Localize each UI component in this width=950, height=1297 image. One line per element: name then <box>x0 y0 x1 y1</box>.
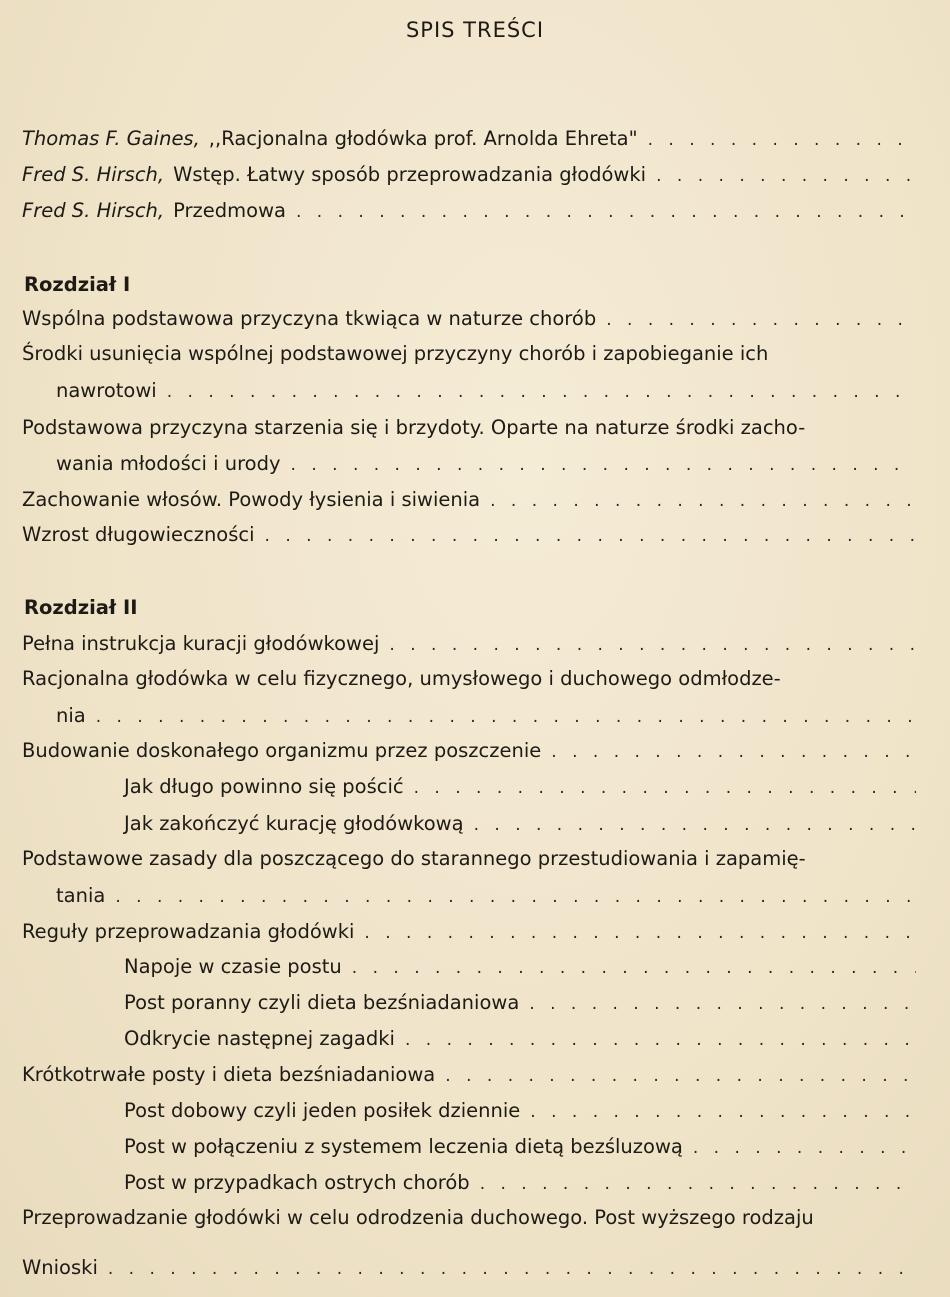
toc-subentry <box>124 1099 916 1129</box>
dot-leader <box>648 130 916 150</box>
dot-leader <box>96 707 916 727</box>
entry-title: Napoje w czasie postu <box>124 955 342 978</box>
toc-entry-front-2 <box>22 163 916 193</box>
dot-leader <box>656 166 916 186</box>
toc-entry <box>22 920 916 950</box>
dot-leader <box>474 815 916 835</box>
toc-entry <box>22 1256 916 1286</box>
toc-entry-text: Racjonalna głodówka w celu fizycznego, umysłowego i duchowego odmłodze- <box>22 667 781 690</box>
entry-author: Fred S. Hirsch, <box>22 163 165 186</box>
toc-entry <box>22 1063 916 1093</box>
entry-title: nawrotowi <box>56 379 157 402</box>
toc-entry-continuation <box>56 452 916 482</box>
toc-subentry <box>124 955 916 985</box>
dot-leader <box>352 958 916 978</box>
dot-leader <box>490 491 916 511</box>
dot-leader <box>445 1066 916 1086</box>
entry-title: Wzrost długowieczności <box>22 523 255 546</box>
dot-leader <box>693 1138 916 1158</box>
dot-leader <box>405 1030 916 1050</box>
toc-entry-text: Przeprowadzanie głodówki w celu odrodzenia duchowego. Post wyższego rodzaju <box>22 1206 814 1229</box>
toc-entry <box>22 632 916 662</box>
entry-title: Zachowanie włosów. Powody łysienia i siwienia <box>22 488 481 511</box>
toc-subentry <box>124 812 916 842</box>
chapter-heading-1: Rozdział I <box>24 273 131 296</box>
page-title: SPIS TREŚCI <box>405 18 545 42</box>
toc-entry <box>22 307 916 337</box>
entry-title: Jak długo powinno się pościć <box>124 775 404 798</box>
dot-leader <box>296 202 916 222</box>
toc-entry <box>22 739 916 769</box>
entry-title: Pełna instrukcja kuracji głodówkowej <box>22 632 380 655</box>
dot-leader <box>389 635 916 655</box>
entry-title: Post dobowy czyli jeden posiłek dziennie <box>124 1099 521 1122</box>
entry-title: Krótkotrwałe posty i dieta bezśniadaniowa <box>22 1063 436 1086</box>
toc-entry-front-1 <box>22 127 916 157</box>
dot-leader <box>115 887 916 907</box>
dot-leader <box>530 1102 916 1122</box>
dot-leader <box>108 1259 916 1279</box>
dot-leader <box>291 455 916 475</box>
entry-title: nia <box>56 704 86 727</box>
entry-title: Przedmowa <box>173 199 286 222</box>
toc-entry-text: Podstawowe zasady dla poszczącego do starannego przestudiowania i zapamię- <box>22 847 806 870</box>
entry-title: ,,Racjonalna głodówka prof. Arnolda Ehreta" <box>208 127 638 150</box>
toc-subentry <box>124 1027 916 1057</box>
dot-leader <box>414 778 916 798</box>
toc-entry <box>22 523 916 553</box>
entry-author: Fred S. Hirsch, <box>22 199 165 222</box>
entry-author: Thomas F. Gaines, <box>22 127 200 150</box>
entry-title: Wstęp. Łatwy sposób przeprowadzania głodówki <box>173 163 647 186</box>
toc-entry-continuation <box>56 884 916 914</box>
toc-subentry <box>124 991 916 1021</box>
toc-subentry <box>124 1135 916 1165</box>
dot-leader <box>167 382 916 402</box>
toc-subentry <box>124 775 916 805</box>
entry-title: Post w przypadkach ostrych chorób <box>124 1171 470 1194</box>
entry-title: wania młodości i urody <box>56 452 281 475</box>
entry-title: Post poranny czyli dieta bezśniadaniowa <box>124 991 520 1014</box>
toc-entry-text: Środki usunięcia wspólnej podstawowej przyczyny chorób i zapobieganie ich <box>22 342 769 365</box>
toc-entry-continuation <box>56 379 916 409</box>
entry-title: Wspólna podstawowa przyczyna tkwiąca w naturze chorób <box>22 307 597 330</box>
toc-subentry <box>124 1171 916 1201</box>
entry-title: Wnioski <box>22 1256 98 1279</box>
toc-entry-text: Podstawowa przyczyna starzenia się i brzydoty. Oparte na naturze środki zacho- <box>22 416 806 439</box>
entry-title: tania <box>56 884 106 907</box>
dot-leader <box>364 923 916 943</box>
entry-title: Post w połączeniu z systemem leczenia dietą bezśluzową <box>124 1135 683 1158</box>
dot-leader <box>606 310 916 330</box>
toc-entry <box>22 488 916 518</box>
toc-entry-front-3 <box>22 199 916 229</box>
entry-title: Jak zakończyć kurację głodówkową <box>124 812 464 835</box>
dot-leader <box>265 526 916 546</box>
chapter-heading-2: Rozdział II <box>24 596 138 619</box>
entry-title: Reguły przeprowadzania głodówki <box>22 920 355 943</box>
dot-leader <box>480 1174 916 1194</box>
toc-entry-continuation <box>56 704 916 734</box>
entry-title: Odkrycie następnej zagadki <box>124 1027 395 1050</box>
dot-leader <box>529 994 916 1014</box>
dot-leader <box>551 742 916 762</box>
entry-title: Budowanie doskonałego organizmu przez poszczenie <box>22 739 542 762</box>
